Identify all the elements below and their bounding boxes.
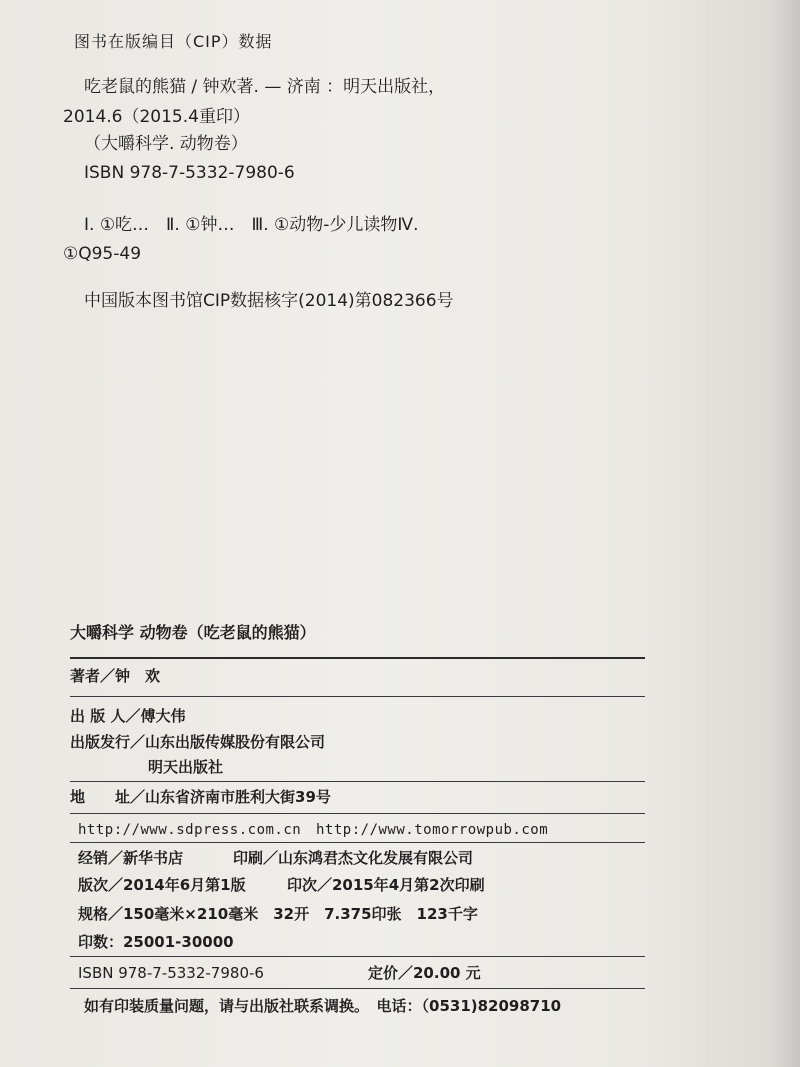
divider xyxy=(70,956,645,957)
cip-title-line: 吃老鼠的熊猫 / 钟欢著. — 济南 ：明天出版社， xyxy=(84,77,446,97)
divider xyxy=(70,696,645,697)
address-line: 地 址／山东省济南市胜利大街39号 xyxy=(70,788,331,806)
price-line: 定价／20.00 元 xyxy=(368,964,481,982)
impression-line: 印次／2015年4月第2次印刷 xyxy=(287,876,485,894)
specs-line: 规格／150毫米×210毫米 32开 7.375印张 123千字 xyxy=(78,905,478,923)
cip-series-line: （大嚼科学. 动物卷） xyxy=(84,134,248,154)
divider xyxy=(70,813,645,814)
divider xyxy=(70,781,645,782)
colophon-isbn: ISBN 978-7-5332-7980-6 xyxy=(78,964,264,982)
edition-line: 版次／2014年6月第1版 xyxy=(78,876,246,894)
website-url-2: http://www.tomorrowpub.com xyxy=(316,822,549,838)
printer-line: 印刷／山东鸿君杰文化发展有限公司 xyxy=(233,849,474,867)
series-title: 大嚼科学 动物卷（吃老鼠的熊猫） xyxy=(70,623,316,642)
divider xyxy=(70,988,645,989)
website-url-1: http://www.sdpress.com.cn xyxy=(78,822,302,838)
divider xyxy=(70,657,645,659)
print-run-line: 印数：25001-30000 xyxy=(78,933,234,951)
quality-notice: 如有印装质量问题，请与出版社联系调换。 电话：（0531)82098710 xyxy=(84,997,562,1015)
publisher-person-line: 出 版 人／傅大伟 xyxy=(70,707,186,725)
author-line: 著者／钟 欢 xyxy=(70,667,161,685)
distribution-line-2: 明天出版社 xyxy=(148,758,224,776)
divider xyxy=(70,842,645,843)
cip-header: 图书在版编目（CIP）数据 xyxy=(74,32,273,51)
distribution-line: 出版发行／山东出版传媒股份有限公司 xyxy=(70,733,326,751)
cip-isbn: ISBN 978-7-5332-7980-6 xyxy=(84,163,295,183)
cip-record-number: 中国版本图书馆CIP数据核字(2014)第082366号 xyxy=(84,291,454,311)
dealer-line: 经销／新华书店 xyxy=(78,849,184,867)
cip-classification-code: ①Q95-49 xyxy=(63,244,142,264)
page-edge-shadow xyxy=(770,0,800,1067)
cip-classification: Ⅰ. ①吃… Ⅱ. ①钟… Ⅲ. ①动物-少儿读物Ⅳ. xyxy=(84,215,419,235)
cip-date-line: 2014.6（2015.4重印） xyxy=(63,107,250,127)
